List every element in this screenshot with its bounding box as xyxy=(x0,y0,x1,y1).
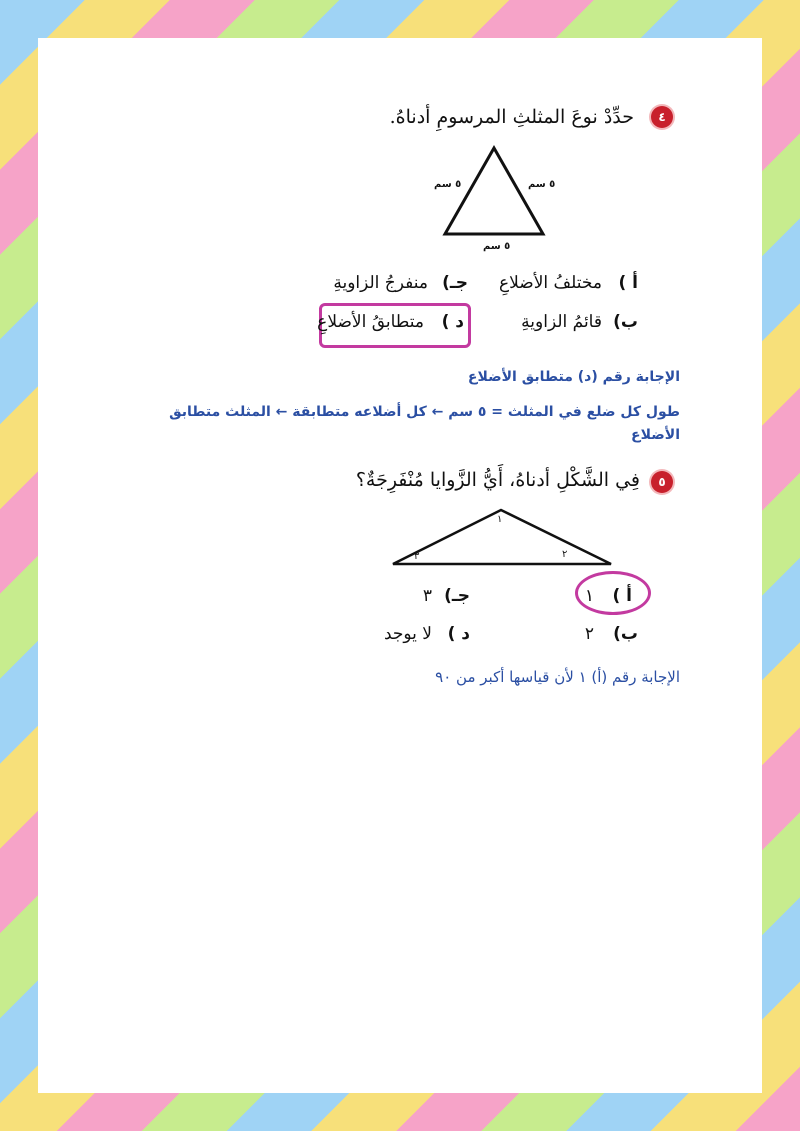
q5-answer-text: الإجابة رقم (أ) ١ لأن قياسها أكبر من ٩٠ xyxy=(435,668,680,686)
obtuse-triangle-figure xyxy=(390,504,616,568)
q4-option-d-letter[interactable]: د ) xyxy=(441,312,464,332)
equilateral-triangle xyxy=(445,148,543,234)
q4-explanation-line-2: الأضلاع xyxy=(631,427,680,443)
equilateral-triangle-figure xyxy=(442,142,546,238)
question-4-text: حدِّدْ نوعَ المثلثِ المرسومِ أدناهُ. xyxy=(389,106,634,128)
angle-label-1: ١ xyxy=(497,514,503,525)
angle-label-2: ٢ xyxy=(562,549,568,560)
q4-option-c-text[interactable]: منفرجُ الزاويةِ xyxy=(333,273,428,293)
q5-option-b-letter[interactable]: ب) xyxy=(613,624,638,644)
q5-option-b-text[interactable]: ٢ xyxy=(584,624,594,644)
q4-answer-text: الإجابة رقم (د) متطابق الأضلاع xyxy=(467,369,680,385)
side-label-bottom: ٥ سم xyxy=(483,241,511,252)
q5-option-d-text[interactable]: لا يوجد xyxy=(383,624,432,644)
q4-option-a-text[interactable]: مختلفُ الأضلاعِ xyxy=(499,273,602,293)
q4-option-a-letter[interactable]: أ ) xyxy=(618,273,638,293)
side-label-left: ٥ سم xyxy=(434,179,462,190)
q5-option-c-letter[interactable]: جـ) xyxy=(444,586,470,606)
question-5-text: فِي الشَّكْلِ أدناهُ، أَيُّ الزَّوايا مُنْفَرِجَةٌ؟ xyxy=(355,469,640,491)
q4-option-b-letter[interactable]: ب) xyxy=(613,312,638,332)
side-label-right: ٥ سم xyxy=(528,179,556,190)
q5-option-a-letter[interactable]: أ ) xyxy=(612,586,632,606)
q4-explanation-line-1: طول كل ضلع في المثلث = ٥ سم ← كل أضلاعه متطابقة ← المثلث متطابق xyxy=(169,404,680,420)
angle-label-3: ٣ xyxy=(414,551,420,562)
question-5-number: ٥ xyxy=(658,475,666,489)
q5-option-d-letter[interactable]: د ) xyxy=(447,624,470,644)
q5-option-c-text[interactable]: ٣ xyxy=(422,586,432,606)
question-4-number-badge xyxy=(651,106,673,128)
question-4-number: ٤ xyxy=(658,110,666,124)
q4-option-d-text[interactable]: متطابقُ الأضلاعِ xyxy=(317,312,424,332)
question-5-number-badge xyxy=(651,471,673,493)
q5-option-a-text[interactable]: ١ xyxy=(584,586,594,606)
q4-option-b-text[interactable]: قائمُ الزاويةِ xyxy=(521,312,602,332)
worksheet-page xyxy=(38,38,762,1093)
q4-option-c-letter[interactable]: جـ) xyxy=(442,273,468,293)
